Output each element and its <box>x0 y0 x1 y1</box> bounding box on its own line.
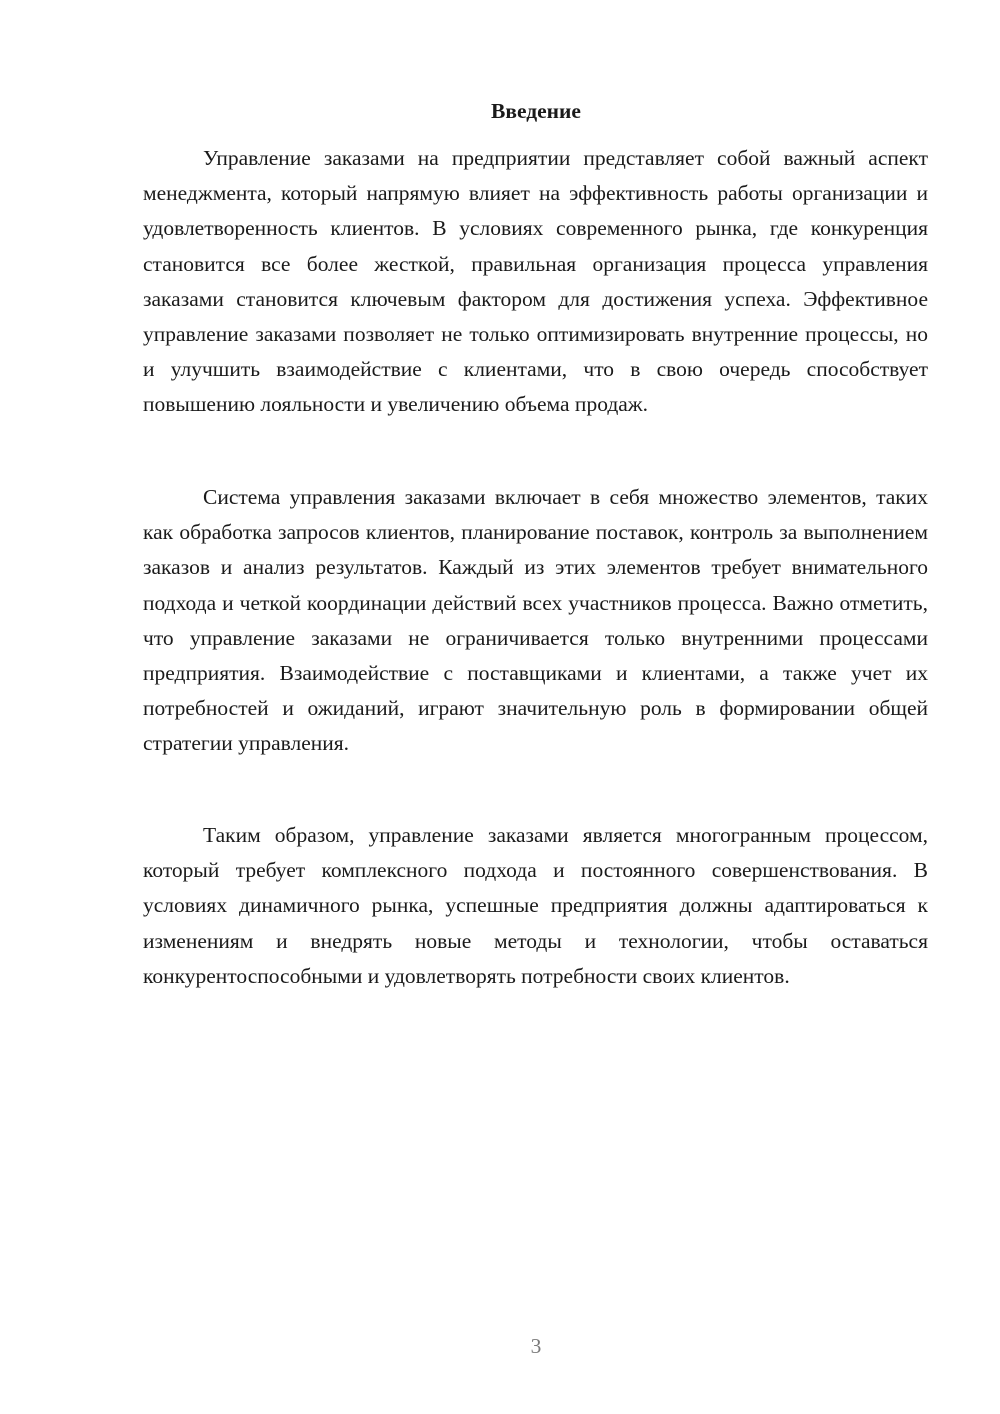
page-title: Введение <box>491 99 581 123</box>
paragraph-3: Таким образом, управление заказами является многогранным процессом, который требует комплексного подхода и постоянного совершенствования. В условиях динамичного рынка, успешные предприятия должны адаптироваться к изменениям и внедрять новые методы и технологии, чтобы оставаться конкурентоспособными и удовлетворять потребности своих клиентов. <box>143 823 928 988</box>
paragraph-2: Система управления заказами включает в себя множество элементов, таких как обработка запросов клиентов, планирование поставок, контроль за выполнением заказов и анализ результатов. Каждый из этих элементов требует внимательного подхода и четкой координации действий всех участников процесса. Важно отметить, что управление заказами не ограничивается только внутренними процессами предприятия. Взаимодействие с поставщиками и клиентами, а также учет их потребностей и ожиданий, играют значительную роль в формировании общей стратегии управления. <box>143 485 928 756</box>
page-number: 3 <box>530 1334 542 1358</box>
paragraph-1: Управление заказами на предприятии представляет собой важный аспект менеджмента, который напрямую влияет на эффективность работы организации и удовлетворенность клиентов. В условиях современного рынка, где конкуренция становится все более жесткой, правильная организация процесса управления заказами становится ключевым фактором для достижения успеха. Эффективное управление заказами позволяет не только оптимизировать внутренние процессы, но и улучшить взаимодействие с клиентами, что в свою очередь способствует повышению лояльности и увеличению объема продаж. <box>143 146 928 417</box>
